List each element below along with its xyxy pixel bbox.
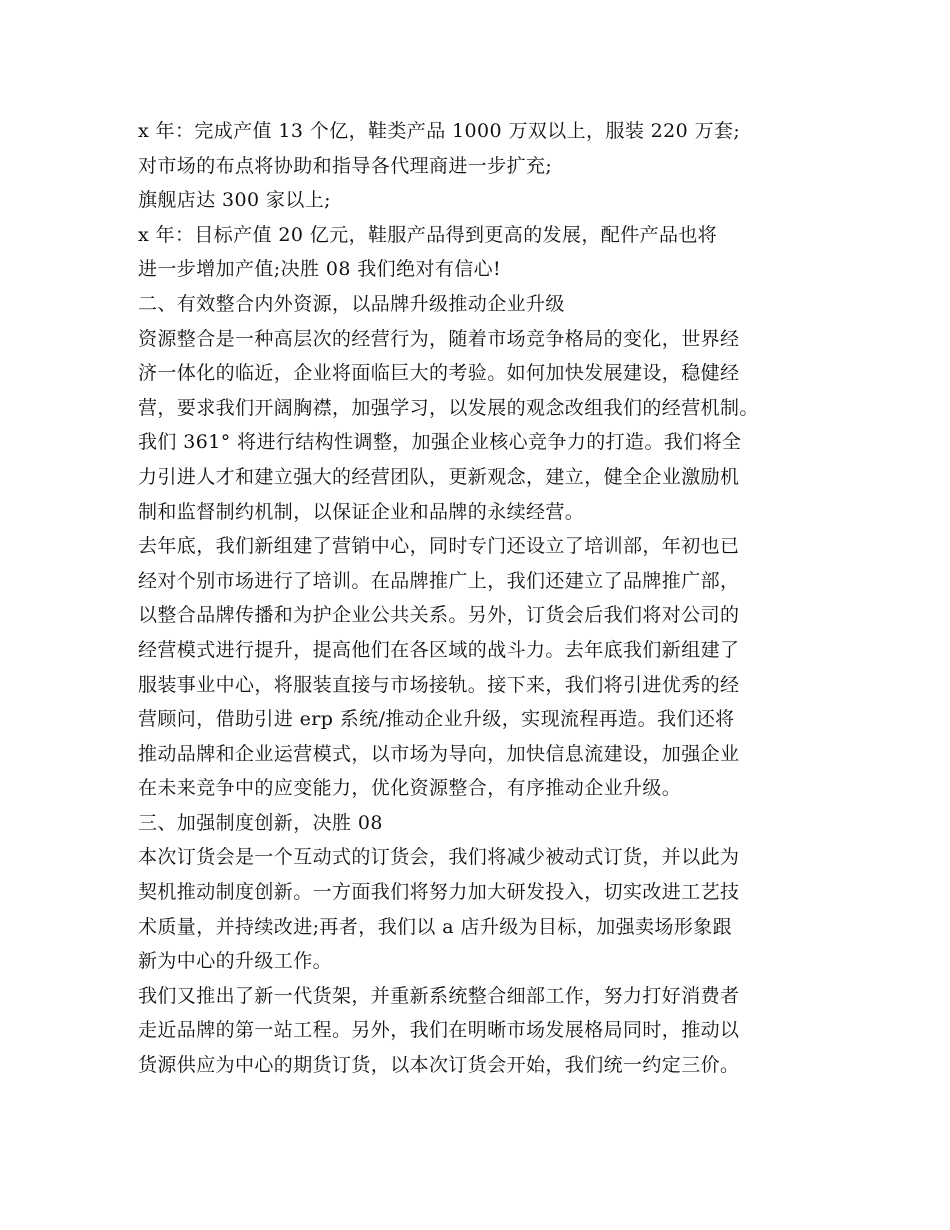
text-line: 营，要求我们开阔胸襟，加强学习，以发展的观念改组我们的经营机制。 <box>138 396 759 419</box>
text-line: 济一体化的临近，企业将面临巨大的考验。如何加快发展建设，稳健经 <box>138 362 740 385</box>
text-line: x 年：目标产值 20 亿元，鞋服产品得到更高的发展，配件产品也将 <box>138 223 718 246</box>
text-line: 对市场的布点将协助和指导各代理商进一步扩充; <box>138 154 553 177</box>
text-line: 经对个别市场进行了培训。在品牌推广上，我们还建立了品牌推广部， <box>138 569 740 592</box>
section-heading: 二、有效整合内外资源，以品牌升级推动企业升级 <box>138 292 565 315</box>
text-line: 术质量，并持续改进;再者，我们以 a 店升级为目标，加强卖场形象跟 <box>138 915 733 938</box>
section-heading: 三、加强制度创新，决胜 08 <box>138 811 383 834</box>
text-line: x 年：完成产值 13 个亿，鞋类产品 1000 万双以上，服装 220 万套; <box>138 120 741 142</box>
document-body <box>138 114 828 1083</box>
text-line: 契机推动制度创新。一方面我们将努力加大研发投入，切实改进工艺技 <box>138 881 740 904</box>
text-line: 新为中心的升级工作。 <box>138 950 333 973</box>
text-line: 制和监督制约机制，以保证企业和品牌的永续经营。 <box>138 500 585 523</box>
text-line: 营顾问，借助引进 erp 系统/推动企业升级，实现流程再造。我们还将 <box>138 708 735 731</box>
text-line: 去年底，我们新组建了营销中心，同时专门还设立了培训部，年初也已 <box>138 535 740 558</box>
text-line: 走近品牌的第一站工程。另外，我们在明晰市场发展格局同时，推动以 <box>138 1019 740 1042</box>
text-line: 货源供应为中心的期货订货，以本次订货会开始，我们统一约定三价。 <box>138 1054 740 1077</box>
text-line: 以整合品牌传播和为护企业公共关系。另外，订货会后我们将对公司的 <box>138 604 740 627</box>
text-line: 本次订货会是一个互动式的订货会，我们将减少被动式订货，并以此为 <box>138 846 740 869</box>
text-line: 推动品牌和企业运营模式，以市场为导向，加快信息流建设，加强企业 <box>138 742 740 765</box>
text-line: 进一步增加产值;决胜 08 我们绝对有信心! <box>138 258 502 281</box>
text-line: 在未来竞争中的应变能力，优化资源整合，有序推动企业升级。 <box>138 777 682 800</box>
text-line: 力引进人才和建立强大的经营团队，更新观念，建立，健全企业激励机 <box>138 465 740 488</box>
text-line: 服装事业中心，将服装直接与市场接轨。接下来，我们将引进优秀的经 <box>138 673 740 696</box>
text-line: 我们 361° 将进行结构性调整，加强企业核心竞争力的打造。我们将全 <box>138 431 742 454</box>
text-line: 经营模式进行提升，提高他们在各区域的战斗力。去年底我们新组建了 <box>138 638 740 661</box>
text-line: 资源整合是一种高层次的经营行为，随着市场竞争格局的变化，世界经 <box>138 327 740 350</box>
text-line: 旗舰店达 300 家以上; <box>138 189 331 212</box>
text-line: 我们又推出了新一代货架，并重新系统整合细部工作，努力打好消费者 <box>138 984 740 1007</box>
